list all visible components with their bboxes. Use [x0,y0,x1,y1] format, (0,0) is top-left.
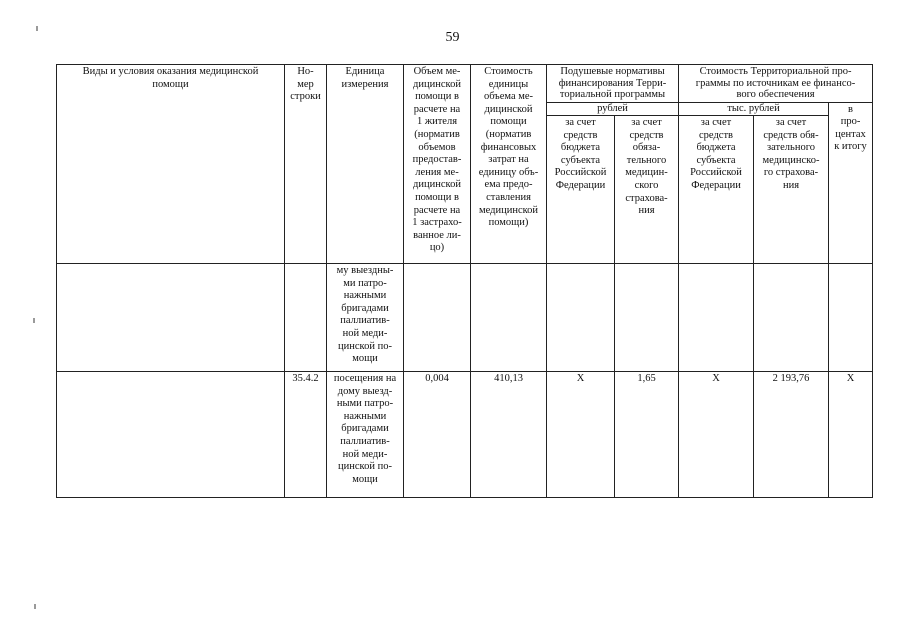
page-number: 59 [445,30,460,45]
header-budget-thousand: за счет средств бюджета субъекта Российской Федерации [679,116,754,264]
cell-percent: X [829,372,873,498]
header-program-cost-group: Стоимость Территориальной про- граммы по источникам ее финансо- вого обеспечения [679,65,873,103]
header-oms-thousand: за счет средств обя- зательного медицинско- го страхова- ния [754,116,829,264]
cell-budget-rubles: X [547,372,615,498]
table-row [57,372,873,498]
table-row [57,264,873,372]
cell-oms-thousand [754,264,829,372]
cell-oms-rubles: 1,65 [615,372,679,498]
header-types-of-care: Виды и условия оказания медицинской помощи [57,65,285,264]
cell-type [57,264,285,372]
cell-num [285,264,327,372]
cell-percent [829,264,873,372]
header-percent-of-total: в про- центах к итогу [829,102,873,264]
cell-type [57,372,285,498]
header-unit: Единица измерения [327,65,404,264]
cell-oms-thousand: 2 193,76 [754,372,829,498]
cell-volume [404,264,471,372]
header-volume-norm: Объем ме- дицинской помощи в расчете на 1 жителя (норматив объемов предостав- ления ме- дицинской помощи в расчете на 1 застрахо- ванное ли- цо) [404,65,471,264]
cell-budget-rubles [547,264,615,372]
header-budget-rubles: за счет средств бюджета субъекта Российской Федерации [547,116,615,264]
scan-mark [34,604,36,609]
header-unit-thousand-rubles: тыс. рублей [679,102,829,116]
header-unit-rubles: рублей [547,102,679,116]
scan-mark [33,318,35,323]
cell-budget-thousand: X [679,372,754,498]
header-per-capita-group: Подушевые нормативы финансирования Терри- ториальной программы [547,65,679,103]
header-oms-rubles: за счет средств обяза- тельного медицин- ского страхова- ния [615,116,679,264]
scan-mark [36,26,38,31]
cell-volume: 0,004 [404,372,471,498]
financing-table [56,64,873,498]
header-row-number: Но- мер строки [285,65,327,264]
cell-num: 35.4.2 [285,372,327,498]
header-unit-cost: Стоимость единицы объема ме- дицинской помощи (норматив финансовых затрат на единицу объ- ема предо- ставления медицинской помощи) [471,65,547,264]
cell-cost [471,264,547,372]
cell-budget-thousand [679,264,754,372]
cell-cost: 410,13 [471,372,547,498]
cell-unit: посещения на дому выезд- ными патро- нажными бригадами паллиатив- ной меди- цинской по- мощи [327,372,404,498]
cell-oms-rubles [615,264,679,372]
cell-unit: му выездны- ми патро- нажными бригадами паллиатив- ной меди- цинской по- мощи [327,264,404,372]
